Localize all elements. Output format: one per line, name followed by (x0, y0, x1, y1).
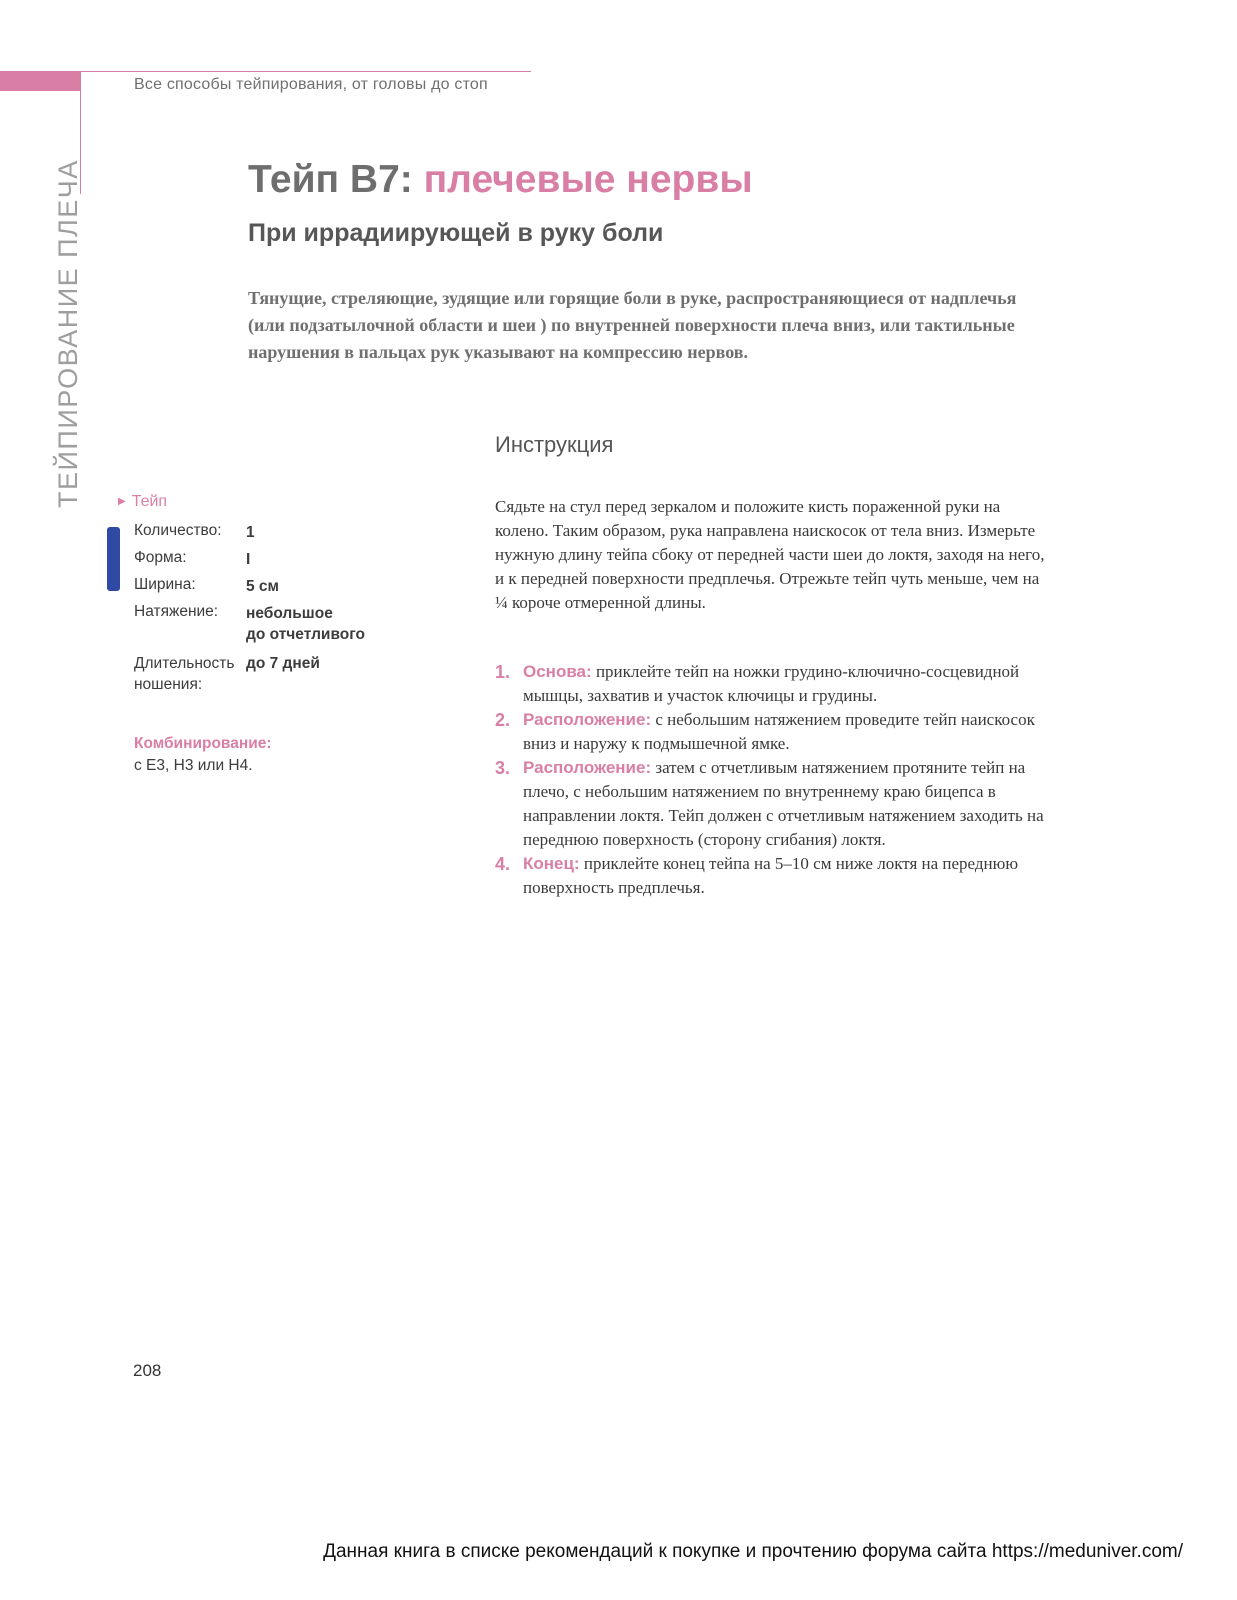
page-subtitle: При иррадиирующей в руку боли (248, 219, 664, 247)
step-number: 4. (495, 854, 511, 874)
spec-label: Форма: (134, 549, 187, 566)
combination-text: с Е3, Н3 или Н4. (134, 757, 253, 774)
instruction-steps (495, 660, 1055, 900)
instructions-heading: Инструкция (495, 432, 614, 457)
spec-value: до 7 дней (246, 655, 320, 672)
instructions-intro: Сядьте на стул перед зеркалом и положите кисть пораженной руки на колено. Таким образом, рука направлена наискосок от тела вниз. Измерьте нужную длину тейпа сбоку от передней части шеи до локтя, заходя на него, и к передней поверхности предплечья. Отрежьте тейп чуть меньше, чем на ¼ короче отмеренной длины. (495, 497, 1045, 612)
spec-value: 1 (246, 524, 255, 541)
spec-value: I (246, 551, 251, 568)
step-number: 1. (495, 662, 511, 682)
triangle-bullet-icon: ▶ (118, 496, 126, 507)
spec-label: Длительность ношения: (134, 655, 235, 693)
step-text: затем с отчетливым натяжением протяните тейп на плечо, с небольшим натяжением по внутреннему краю бицепса в направлении локтя. Тейп должен с отчетливым натяжением заходить на переднюю поверхность (сторону сгибания) локтя. (523, 758, 1044, 849)
spec-label: Натяжение: (134, 603, 219, 620)
step-label: Конец: (523, 854, 580, 873)
instruction-step (495, 852, 1055, 900)
page-title (248, 158, 753, 202)
running-head: Все способы тейпирования, от головы до стоп (134, 76, 488, 93)
step-label: Основа: (523, 662, 592, 681)
tape-color-swatch (107, 527, 120, 591)
tape-heading-label: Тейп (131, 493, 168, 510)
spec-label: Ширина: (134, 576, 196, 593)
instruction-step (495, 660, 1055, 708)
header-rule (81, 71, 531, 72)
footer-note: Данная книга в списке рекомендаций к покупке и прочтению форума сайта https://meduniver.com/ (323, 1541, 1183, 1562)
spec-value: 5 см (246, 578, 280, 595)
step-text: приклейте тейп на ножки грудино-ключично-сосцевидной мышцы, захватив и участок ключицы и грудины. (523, 662, 1020, 705)
title-accent: плечевые нервы (423, 158, 753, 201)
step-label: Расположение: (523, 710, 652, 729)
instruction-step (495, 708, 1055, 756)
combination-label: Комбинирование: (134, 735, 272, 752)
spec-value: небольшое до отчетливого (246, 605, 365, 643)
page-number: 208 (133, 1361, 162, 1380)
title-prefix: Тейп В7: (248, 158, 413, 201)
spec-label: Количество: (134, 522, 222, 539)
lead-paragraph: Тянущие, стреляющие, зудящие или горящие боли в руке, распространяющиеся от надплечья (или подзатылочной области и шеи ) по внутренней поверхности плеча вниз, или тактильные нарушения в пальцах рук указывают на компрессию нервов. (248, 288, 1017, 362)
header-pink-bar (0, 71, 81, 91)
step-text: приклейте конец тейпа на 5–10 см ниже локтя на переднюю поверхность предплечья. (523, 854, 1019, 897)
step-text: с небольшим натяжением проведите тейп наискосок вниз и наружу к подмышечной ямке. (523, 710, 1035, 753)
step-number: 3. (495, 758, 511, 778)
instruction-step (495, 756, 1055, 852)
step-label: Расположение: (523, 758, 652, 777)
step-number: 2. (495, 710, 511, 730)
section-vertical-title: ТЕЙПИРОВАНИЕ ПЛЕЧА (53, 159, 83, 508)
tape-heading (118, 493, 167, 511)
